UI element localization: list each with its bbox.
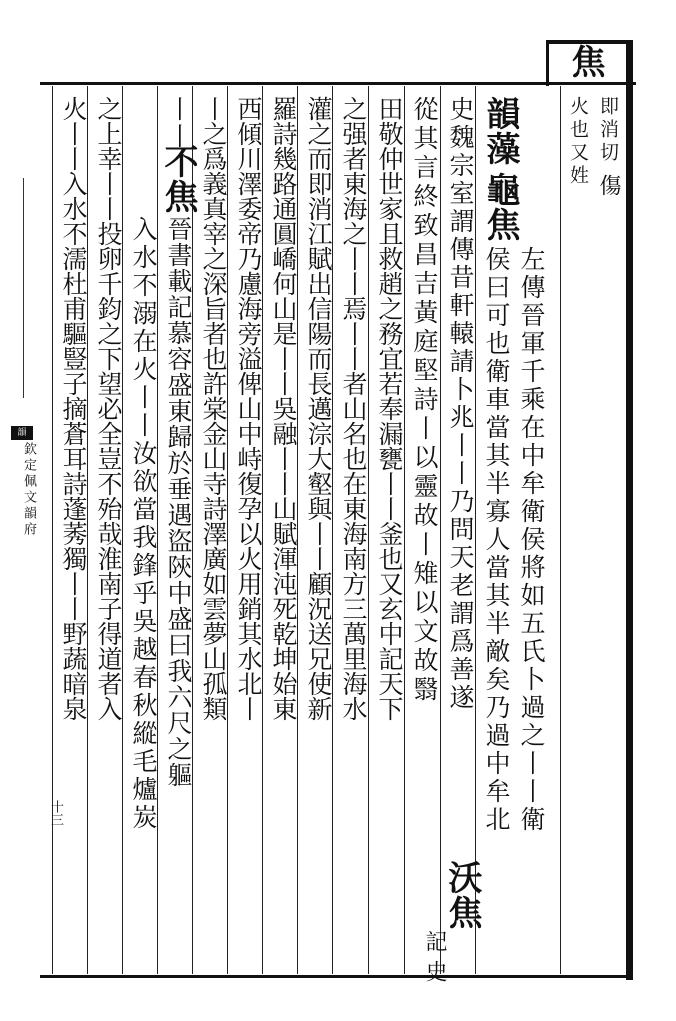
- spine-rule: [23, 178, 24, 398]
- column-rule: [52, 86, 53, 974]
- text-column: 丨之爲義真宰之深旨者也許棠金山寺詩澤廣如雲夢山孤類: [199, 96, 228, 721]
- column-rule: [560, 86, 561, 974]
- entry-head-gloss: 火也又姓: [567, 96, 589, 188]
- text-column: 晉書載記慕容盛東歸於垂遇盜陝中盛曰我六尺之軀: [164, 216, 193, 788]
- header-tab-left-rule: [546, 40, 549, 86]
- entry-head-pron: 即消切: [597, 96, 619, 165]
- text-column: 侯曰可也衛車當其半寡人當其半敵矣乃過中牟北: [482, 246, 511, 834]
- frame-bottom-rule: [40, 975, 633, 978]
- frame-right-rule: [626, 40, 633, 980]
- phrase-heading: 沃焦: [442, 860, 482, 930]
- text-column: 入水不溺在火丨丨汝欲當我鋒乎吳越春秋縱毛爐炭: [129, 216, 158, 832]
- ditto-marks: 丨丨: [164, 96, 193, 150]
- text-column: 西傾川澤委帝乃慮海旁溢俾山中峙復孕以火用銷其水北丨: [234, 96, 263, 721]
- phrase-heading: 韻藻: [480, 96, 520, 166]
- spine-margin: [5, 82, 37, 642]
- spine-title: 欽定佩文韻府: [21, 442, 36, 538]
- text-column: 從其言終致昌吉黃庭堅詩丨以靈故丨雉以文故翳: [410, 96, 439, 705]
- entry-head-char: 焦: [565, 44, 605, 80]
- text-column: 灌之而即消江賦出信陽而長邁淙大壑與丨丨顧況送兄使新: [304, 96, 333, 721]
- text-column: 羅詩幾路通圓嶠何山是丨丨吳融丨丨山賦渾沌死乾坤始東: [269, 96, 298, 721]
- text-column: 史魏宗室謂傳昔軒轅請卜兆丨丨乃問天老謂爲善遂: [446, 96, 475, 712]
- phrase-heading: 不焦: [158, 144, 198, 214]
- text-column: 之强者東海之丨丨焉丨丨者山名也在東海南方三萬里海水: [339, 96, 368, 721]
- folio-number: 十三: [48, 800, 63, 826]
- text-column: 左傳晉軍千乘在中牟衛侯將如五氏卜過之丨丨衛: [517, 246, 546, 834]
- text-column: 記史: [422, 930, 447, 990]
- text-column: 之上幸丨丨投卵千鈞之下望必全豈不殆哉淮南子得道者入: [94, 96, 123, 721]
- entry-head-tone: 傷: [596, 174, 621, 200]
- text-column: 田敬仲世家且救趙之務宜若奉漏甕丨丨釜也又玄中記天下: [375, 96, 404, 721]
- text-column: 火丨丨入水不濡杜甫驅豎子摘蒼耳詩蓬莠獨丨丨野蔬暗泉: [59, 96, 88, 721]
- column-rule: [440, 86, 441, 974]
- spine-label-box: 韻: [11, 426, 33, 440]
- phrase-heading: 龜焦: [480, 172, 520, 242]
